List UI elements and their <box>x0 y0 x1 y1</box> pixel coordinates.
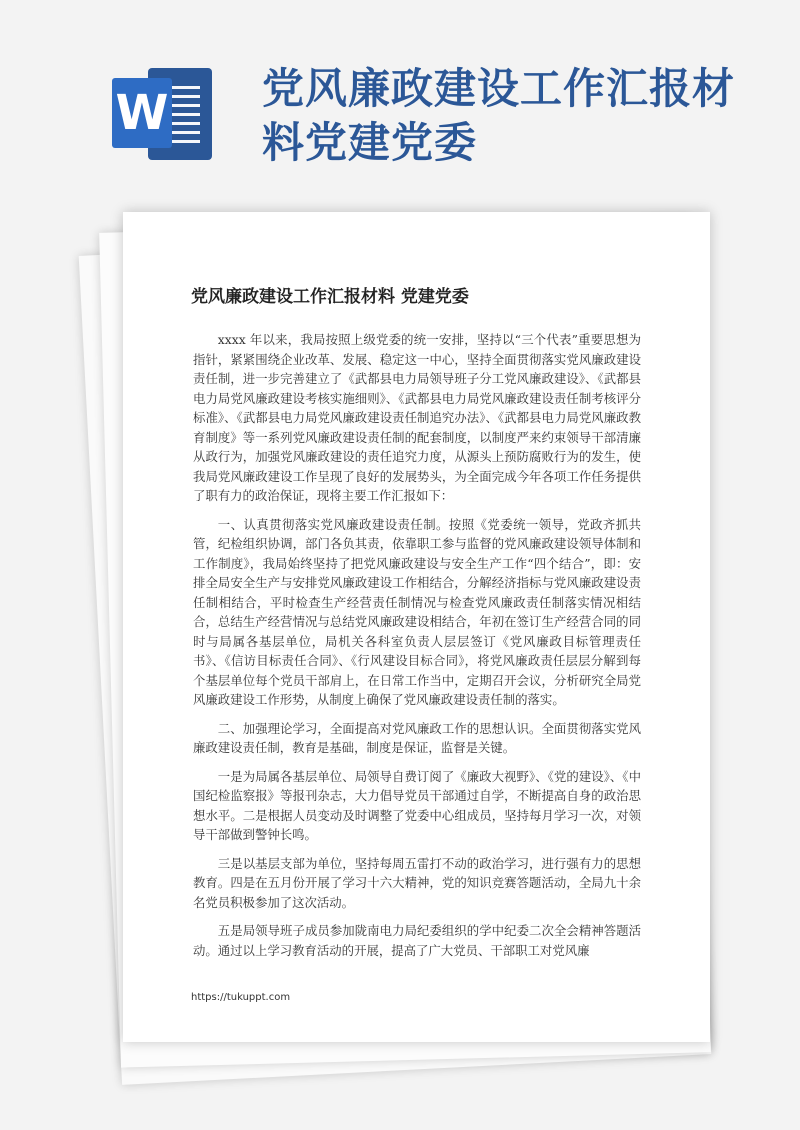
word-letter-badge: W <box>112 78 172 148</box>
header <box>0 0 800 200</box>
document-body <box>193 330 641 969</box>
footer-url: https://tukuppt.com <box>191 992 291 1003</box>
paragraph-item-5: 五是局领导班子成员参加陇南电力局纪委组织的学中纪委二次全会精神答题活动。通过以上学习教育活动的开展，提高了广大党员、干部职工对党风廉 <box>193 923 641 958</box>
word-icon <box>112 68 212 160</box>
header-title: 党风廉政建设工作汇报材料党建党委 <box>262 64 736 167</box>
document-title: 党风廉政建设工作汇报材料 党建党委 <box>191 287 469 307</box>
paragraph-section-2: 二、加强理论学习，全面提高对党风廉政工作的思想认识。全面贯彻落实党风廉政建设责任制，教育是基础，制度是保证，监督是关键。 <box>193 720 641 755</box>
paragraph-item-3-4: 三是以基层支部为单位，坚持每周五雷打不动的政治学习，进行强有力的思想教育。四是在五月份开展了学习十六大精神，党的知识竞赛答题活动，全局九十余名党员积极参加了这次活动。 <box>193 855 641 910</box>
document-page <box>123 212 710 1042</box>
paragraph-intro: xxxx 年以来，我局按照上级党委的统一安排，坚持以“三个代表”重要思想为指针，紧紧围绕企业改革、发展、稳定这一中心，坚持全面贯彻落实党风廉政建设责任制，进一步完善建立了《武都县电力局领导班子分工党风廉政建设》、《武都县电力局党风廉政建设考核实施细则》、《武都县电力局党风廉政建设责任制考核评分标准》、《武都县电力局党风廉政建设责任制追究办法》、《武都县电力局党风廉政教育制度》等一系列党风廉政建设责任制的配套制度，以制度严来约束领导干部清廉从政行为，加强党风廉政建设的责任追究力度，从源头上预防腐败行为的发生，使我局党风廉政建设工作呈现了良好的发展势头，为全面完成今年各项工作任务提供了职有力的政治保证，现将主要工作汇报如下： <box>193 332 641 503</box>
paragraph-item-1-2: 一是为局属各基层单位、局领导自费订阅了《廉政大视野》、《党的建设》、《中国纪检监察报》等报刊杂志，大力倡导党员干部通过自学，不断提高自身的政治思想水平。二是根据人员变动及时调整了党委中心组成员，坚持每月学习一次，对领导干部做到警钟长鸣。 <box>193 768 641 842</box>
paragraph-section-1: 一、认真贯彻落实党风廉政建设责任制。按照《党委统一领导，党政齐抓共管，纪检组织协调，部门各负其责，依靠职工参与监督的党风廉政建设领导体制和工作制度》，我局始终坚持了把党风廉政建设与安全生产工作“四个结合”，即：安排全局安全生产与安排党风廉政建设工作相结合，分解经济指标与党风廉政建设责任制相结合，平时检查生产经营责任制情况与检查党风廉政责任制落实情况相结合，总结生产经营情况与总结党风廉政建设相结合，年初在签订生产经营合同的同时与局属各基层单位，局机关各科室负责人层层签订《党风廉政目标管理责任书》、《信访目标责任合同》、《行风建设目标合同》，将党风廉政责任层层分解到每个基层单位每个党员干部肩上，在日常工作当中，定期召开会议，分析研究全局党风廉政建设工作形势，从制度上确保了党风廉政建设责任制的落实。 <box>193 516 641 707</box>
